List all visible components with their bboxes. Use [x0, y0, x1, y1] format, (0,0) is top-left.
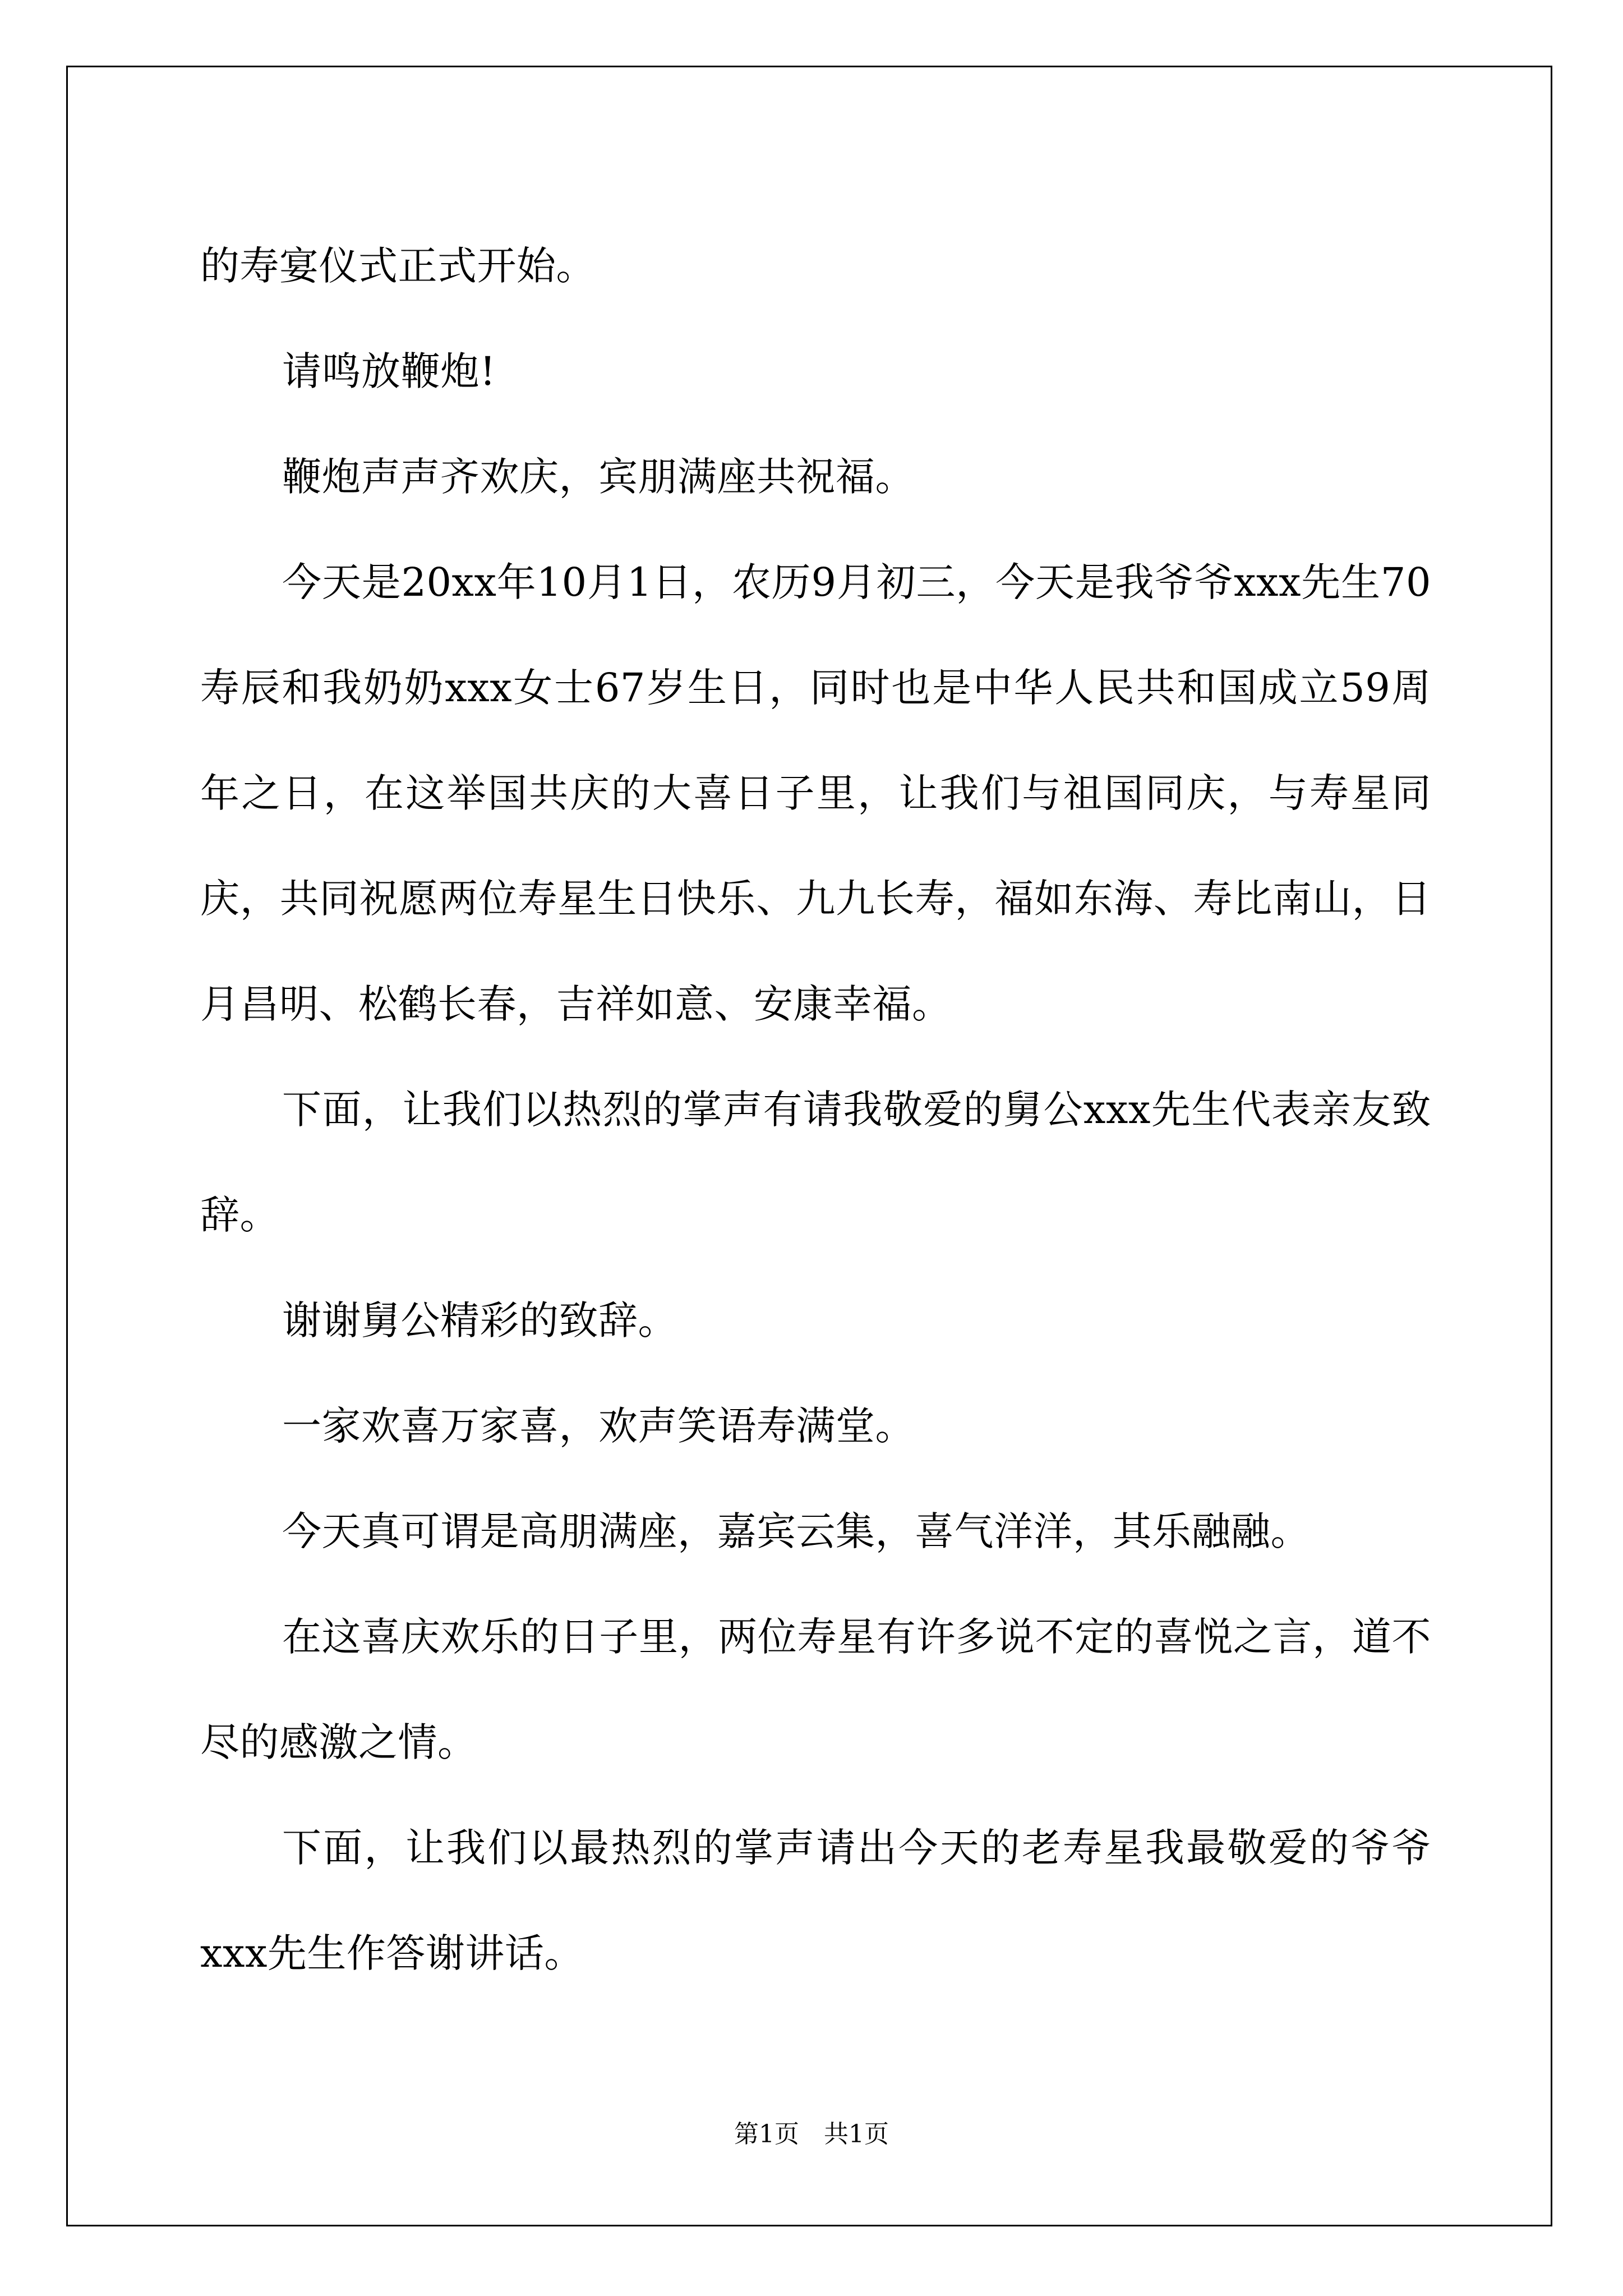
paragraph: 的寿宴仪式正式开始。	[200, 243, 596, 289]
page-number: 第1页	[734, 2120, 799, 2148]
paragraph: 在这喜庆欢乐的日子里，两位寿星有许多说不定的喜悦之言，道不尽的感激之情。	[200, 1614, 1431, 1765]
paragraph: 今天真可谓是高朋满座，嘉宾云集，喜气洋洋，其乐融融。	[282, 1508, 1310, 1554]
paragraph: 谢谢舅公精彩的致辞。	[282, 1297, 677, 1343]
paragraph: 鞭炮声声齐欢庆，宾朋满座共祝福。	[282, 454, 915, 500]
paragraph: 下面，让我们以热烈的掌声有请我敬爱的舅公xxx先生代表亲友致辞。	[200, 1087, 1431, 1238]
paragraph: 下面，让我们以最热烈的掌声请出今天的老寿星我最敬爱的爷爷xxx先生作答谢讲话。	[200, 1825, 1431, 1976]
document-body	[200, 213, 1431, 2006]
page-total: 共1页	[824, 2120, 889, 2148]
page-footer	[0, 2114, 1623, 2150]
paragraph: 一家欢喜万家喜，欢声笑语寿满堂。	[282, 1403, 915, 1449]
paragraph: 今天是20xx年10月1日，农历9月初三，今天是我爷爷xxx先生70寿辰和我奶奶xxx女士67岁生日，同时也是中华人民共和国成立59周年之日，在这举国共庆的大喜日子里，让我们与祖国同庆，与寿星同庆，共同祝愿两位寿星生日快乐、九九长寿，福如东海、寿比南山，日月昌明、松鹤长春，吉祥如意、安康幸福。	[200, 559, 1431, 1027]
paragraph: 请鸣放鞭炮!	[282, 348, 496, 394]
